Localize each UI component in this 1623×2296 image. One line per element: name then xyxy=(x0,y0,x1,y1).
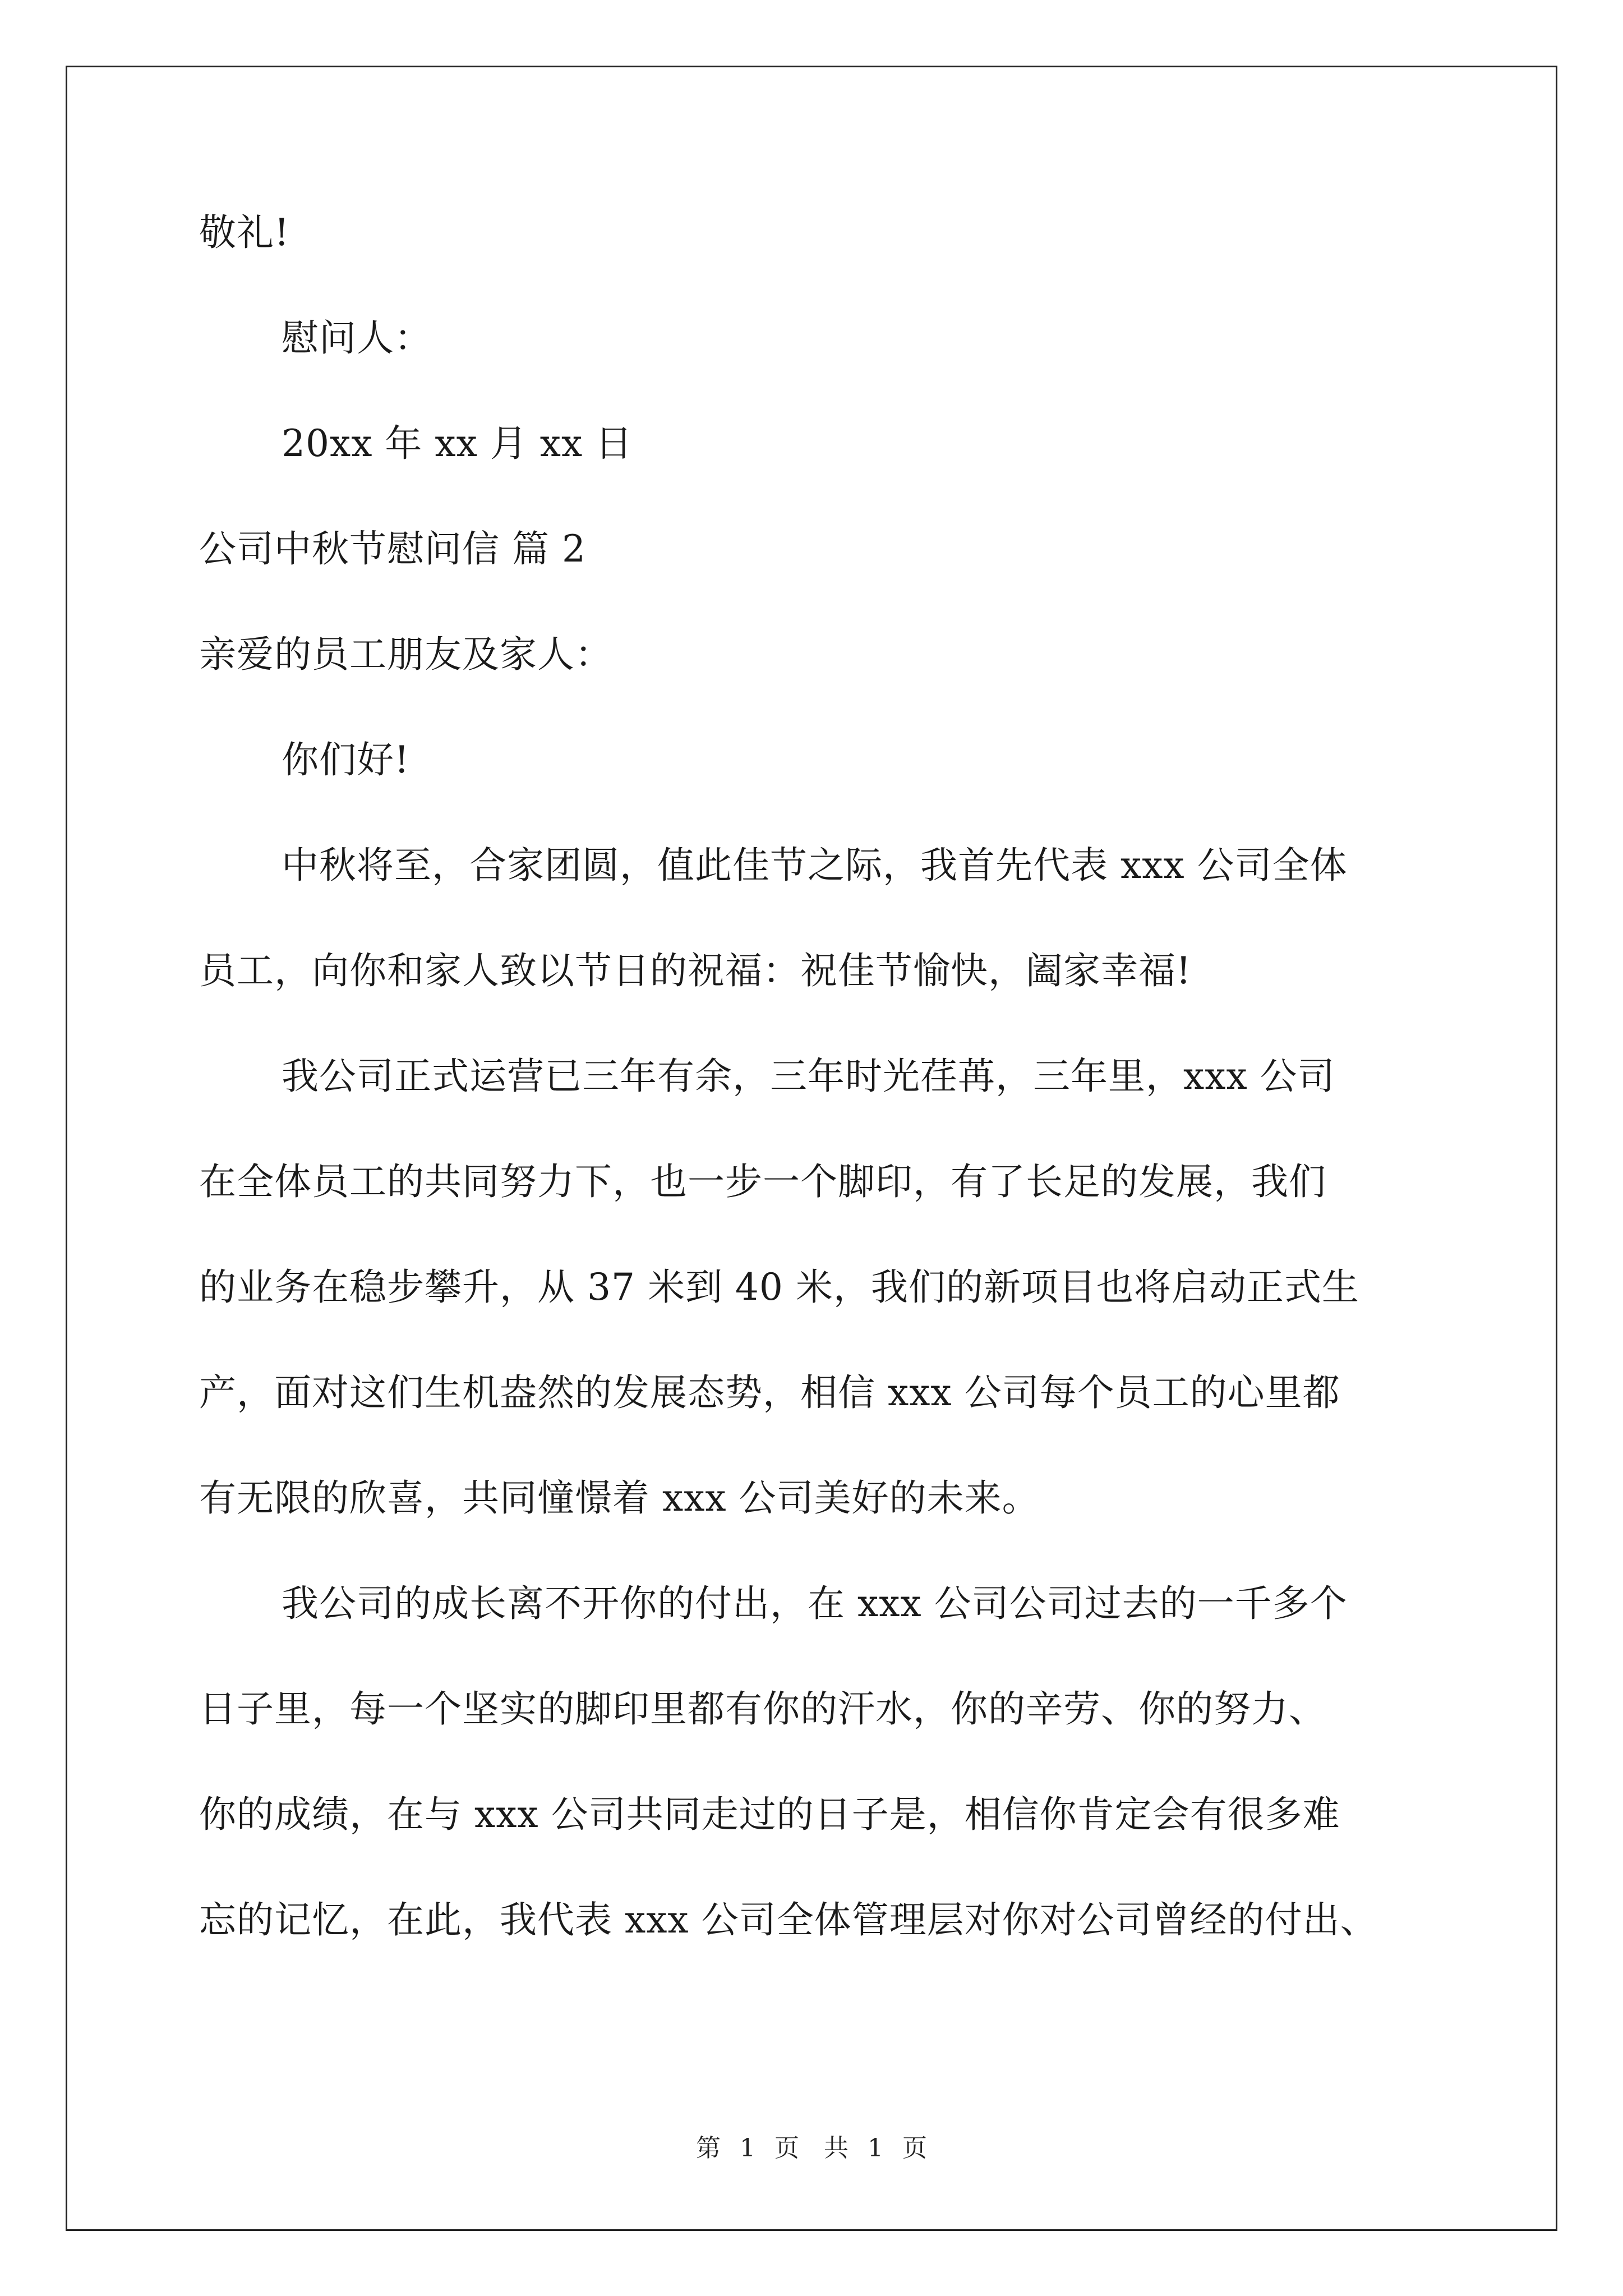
text-line: 在全体员工的共同努力下，也一步一个脚印，有了长足的发展，我们 xyxy=(199,1160,1326,1203)
text-line: 20xx 年 xx 月 xx 日 xyxy=(282,422,633,465)
text-line: 你们好! xyxy=(282,738,410,781)
text-line: 日子里，每一个坚实的脚印里都有你的汗水，你的辛劳、你的努力、 xyxy=(199,1687,1326,1731)
text-line: 慰问人： xyxy=(282,316,432,360)
text-line: 我公司正式运营已三年有余，三年时光荏苒，三年里，xxx 公司 xyxy=(282,1055,1335,1098)
text-line: 亲爱的员工朋友及家人： xyxy=(199,633,612,676)
text-line: 员工，向你和家人致以节日的祝福：祝佳节愉快，阖家幸福! xyxy=(199,949,1192,992)
text-line: 有无限的欣喜，共同憧憬着 xxx 公司美好的未来。 xyxy=(199,1476,1040,1520)
document-body xyxy=(199,213,1467,2006)
text-line: 你的成绩，在与 xxx 公司共同走过的日子是，相信你肯定会有很多难 xyxy=(199,1793,1340,1836)
text-line: 中秋将至，合家团圆，值此佳节之际，我首先代表 xxx 公司全体 xyxy=(282,844,1348,887)
text-line: 的业务在稳步攀升，从 37 米到 40 米，我们的新项目也将启动正式生 xyxy=(199,1266,1359,1309)
text-line: 敬礼! xyxy=(199,211,290,254)
text-line: 产，面对这们生机盎然的发展态势，相信 xxx 公司每个员工的心里都 xyxy=(199,1371,1340,1414)
page-footer: 第 1 页 共 1 页 xyxy=(696,2134,927,2162)
text-line: 我公司的成长离不开你的付出，在 xxx 公司公司过去的一千多个 xyxy=(282,1582,1348,1625)
text-line: 忘的记忆，在此，我代表 xxx 公司全体管理层对你对公司曾经的付出、 xyxy=(199,1898,1378,1941)
text-line: 公司中秋节慰问信 篇 2 xyxy=(199,527,586,570)
